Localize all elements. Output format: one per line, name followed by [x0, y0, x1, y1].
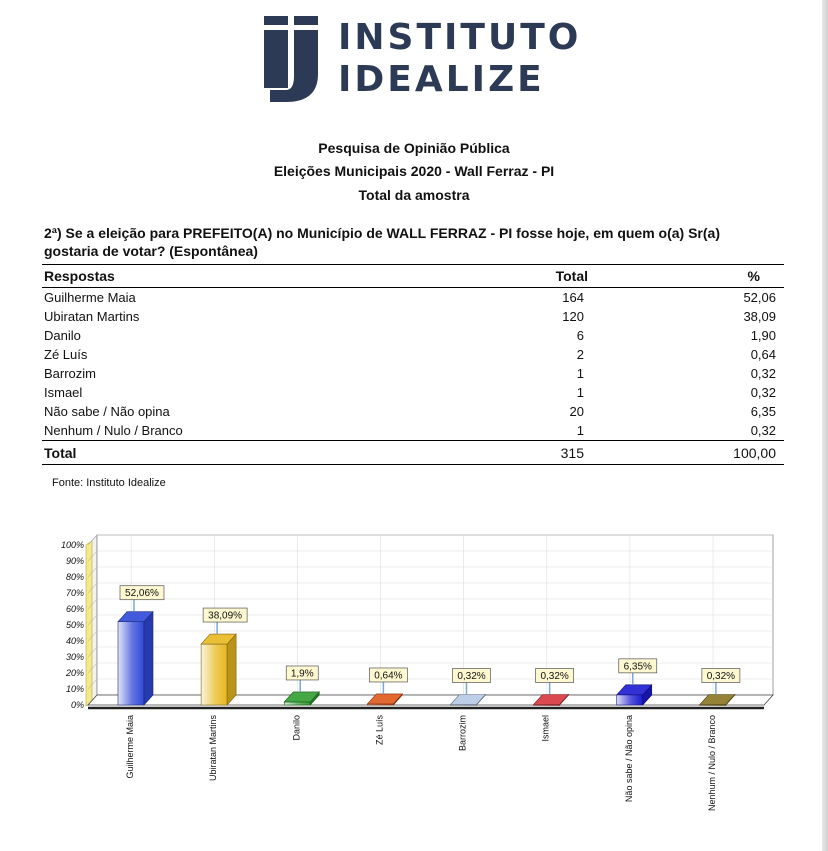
column-header-percent: %	[648, 265, 784, 288]
data-label: 0,32%	[457, 670, 486, 682]
results-table	[42, 264, 784, 465]
data-label: 0,32%	[540, 670, 569, 682]
table-row	[42, 288, 784, 308]
data-label: 38,09%	[208, 610, 243, 622]
page-edge	[822, 0, 828, 851]
category-label: Zé Luís	[374, 715, 385, 746]
row-total: 1	[576, 385, 584, 400]
table-row	[42, 364, 784, 383]
logo-line-1: INSTITUTO	[338, 17, 582, 58]
total-label: Total	[42, 441, 476, 465]
y-tick-label: 30%	[65, 652, 84, 662]
y-tick-label: 20%	[65, 668, 84, 678]
y-tick-label: 50%	[65, 620, 84, 630]
bar	[284, 702, 310, 705]
y-tick-label: 40%	[65, 636, 84, 646]
bar-side	[144, 612, 153, 705]
report-title: Pesquisa de Opinião Pública	[318, 140, 510, 156]
table-row	[42, 345, 784, 364]
y-tick-label: 80%	[65, 572, 84, 582]
total-percent: 100,00	[648, 441, 784, 465]
row-label: Barrozim	[44, 366, 97, 381]
row-label: Nenhum / Nulo / Branco	[44, 423, 183, 438]
chart-floor	[88, 695, 773, 705]
row-percent: 52,06	[743, 290, 776, 305]
row-total: 164	[562, 290, 584, 305]
row-total: 2	[576, 347, 584, 362]
table-header-row	[42, 265, 784, 288]
survey-question: 2ª) Se a eleição para PREFEITO(A) no Município de WALL FERRAZ - PI fosse hoje, em quem o(a) Sr(a) gostaria de votar? (Espontânea)	[44, 225, 720, 259]
data-label: 1,9%	[290, 668, 314, 680]
row-percent: 38,09	[743, 309, 776, 324]
row-label: Não sabe / Não opina	[44, 404, 170, 419]
y-tick-label: 100%	[60, 540, 84, 550]
row-percent: 0,64	[750, 347, 776, 362]
data-label: 0,32%	[706, 670, 736, 682]
bar	[118, 622, 144, 705]
y-tick-label: 0%	[70, 700, 84, 710]
row-percent: 0,32	[750, 423, 776, 438]
column-header-respostas: Respostas	[42, 265, 476, 288]
logo-mark-icon	[262, 16, 328, 106]
source-note: Fonte: Instituto Idealize	[52, 477, 166, 489]
row-percent: 0,32	[750, 366, 776, 381]
row-label: Ismael	[44, 385, 83, 400]
bar	[201, 644, 227, 705]
total-count: 315	[476, 441, 648, 465]
category-label: Ubiratan Martins	[208, 715, 219, 782]
y-axis-band	[86, 541, 92, 706]
row-percent: 6,35	[750, 404, 776, 419]
y-tick-label: 90%	[65, 556, 84, 566]
category-label: Danilo	[291, 715, 302, 741]
category-label: Não sabe / Não opina	[623, 715, 634, 803]
row-percent: 1,90	[750, 328, 776, 343]
row-total: 1	[576, 423, 584, 438]
report-subtitle: Eleições Municipais 2020 - Wall Ferraz - PI	[273, 163, 555, 179]
row-label: Zé Luís	[44, 347, 88, 362]
bar	[617, 695, 643, 705]
row-label: Danilo	[44, 328, 81, 343]
row-label: Ubiratan Martins	[44, 309, 140, 324]
category-label: Guilherme Maia	[125, 715, 135, 779]
table-row	[42, 307, 784, 326]
data-label: 0,64%	[374, 670, 403, 682]
row-total: 1	[576, 366, 584, 381]
table-row	[42, 326, 784, 345]
table-row	[42, 383, 784, 402]
y-tick-label: 60%	[65, 604, 84, 614]
logo-line-2: IDEALIZE	[338, 59, 545, 100]
data-label: 52,06%	[125, 588, 159, 600]
category-label: Ismael	[540, 715, 551, 742]
row-total: 120	[562, 309, 584, 324]
y-tick-label: 70%	[65, 588, 84, 598]
sample-label: Total da amostra	[358, 187, 470, 203]
table-row	[42, 421, 784, 441]
y-tick-label: 10%	[65, 684, 84, 694]
bar-side	[227, 634, 236, 705]
row-label: Guilherme Maia	[44, 290, 136, 305]
row-total: 6	[576, 328, 584, 343]
row-percent: 0,32	[750, 385, 776, 400]
row-total: 20	[569, 404, 584, 419]
table-row	[42, 402, 784, 421]
table-total-row	[42, 441, 784, 465]
category-label: Nenhum / Nulo / Branco	[706, 715, 717, 812]
column-header-total: Total	[476, 265, 648, 288]
data-label: 6,35%	[623, 661, 652, 673]
vote-intention-bar-chart	[30, 530, 790, 830]
institute-logo	[262, 16, 582, 106]
category-label: Barrozim	[457, 715, 468, 752]
